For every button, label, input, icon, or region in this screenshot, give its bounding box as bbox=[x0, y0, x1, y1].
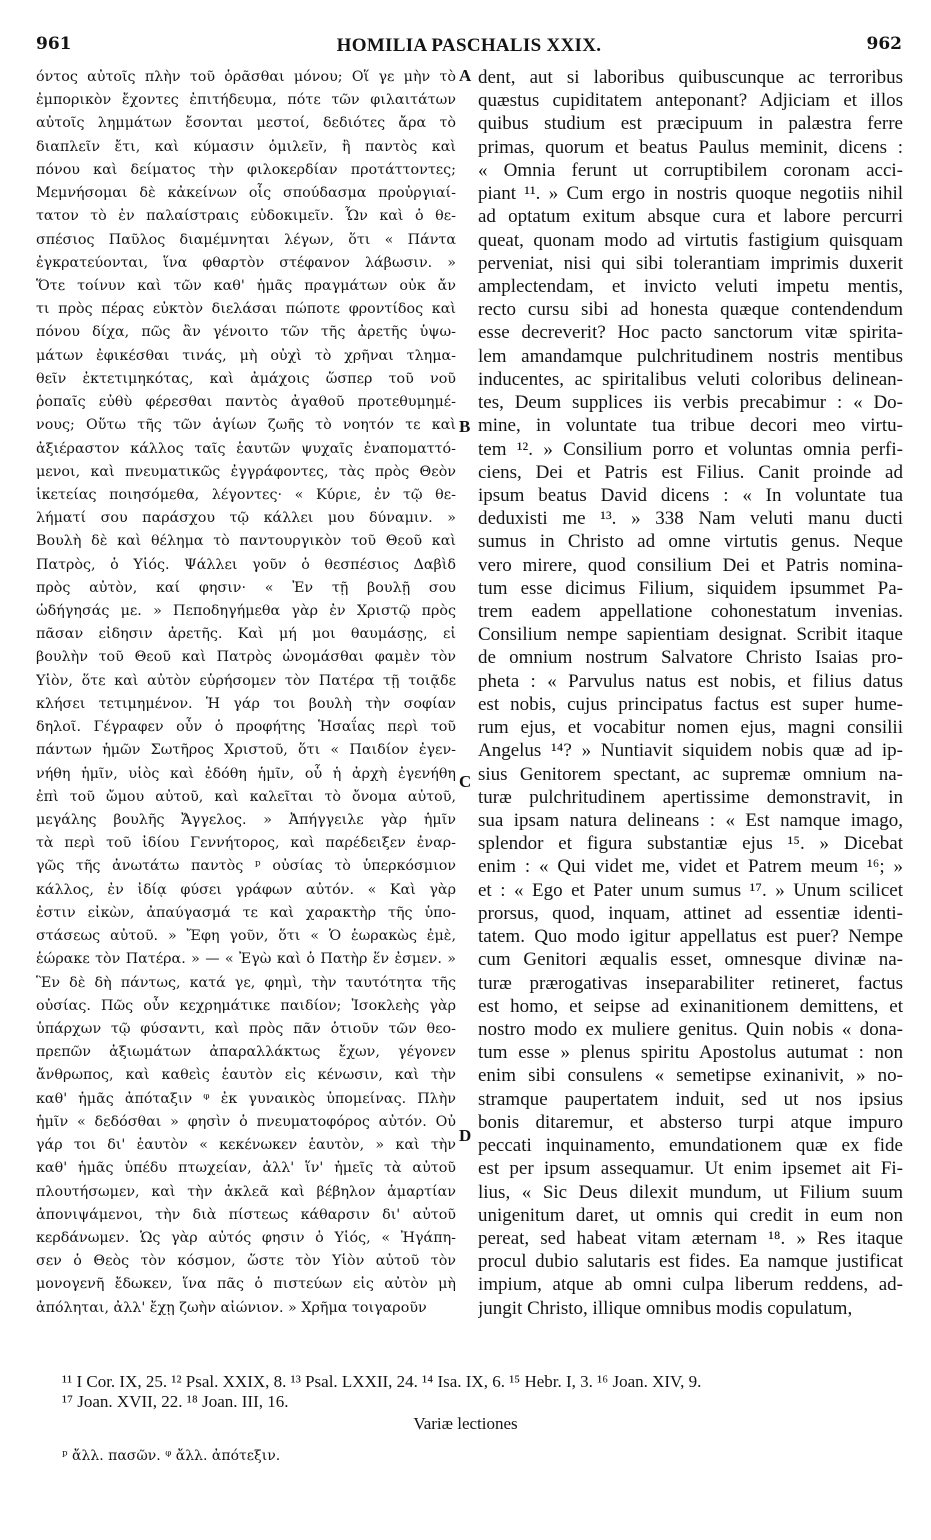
latin-text-line: de omnium nostrum Salvatore Christo Isaias pro- bbox=[478, 647, 903, 669]
margin-marker-a: A bbox=[459, 66, 472, 85]
latin-text-line: quibus studium est præcipuum in palæstra ferre bbox=[478, 113, 903, 135]
latin-text-line: pereat, sed habeat vitam æternam ¹⁸. » Res itaque bbox=[478, 1227, 903, 1249]
greek-text-line: σπέσιος Παῦλος διαμέμνηται λέγων, ὅτι « Πάντα bbox=[36, 231, 456, 248]
latin-text-line: lem amandamque pulchritudinem nostris mentibus bbox=[478, 345, 903, 367]
greek-text-line: τατον τὸ ἐν παλαίστραις εὐδοκιμεῖν. Ὧν καὶ ὁ θε- bbox=[36, 208, 456, 225]
latin-text-line: tes, Deum supplices iis verbis precabimur : « Do- bbox=[478, 392, 903, 414]
page-number-left: 961 bbox=[36, 34, 72, 54]
greek-text-line: ἡμῖν « δεδόσθαι » φησὶν ὁ πνευματοφόρος αὐτόν. Οὐ bbox=[36, 1113, 456, 1130]
latin-text-line: recto cursu sibi ad honesta quæque contendendum bbox=[478, 299, 903, 321]
latin-text-line: turæ pulchritudinem apertissime demonstravit, in bbox=[478, 786, 903, 808]
greek-text-line: πᾶσαν εἰδησιν ἀρετῆς. Καὶ μή μοι θαυμάσῃς, εἰ bbox=[36, 626, 456, 643]
page-number-right: 962 bbox=[866, 34, 902, 54]
latin-text-line: esse decreverit? Hoc pacto sanctorum vitæ spirita- bbox=[478, 322, 903, 344]
greek-text-line: ἐστιν εἰκὼν, ἀπαύγασμά τε καὶ χαρακτὴρ τῆς ὑπο- bbox=[36, 904, 456, 921]
greek-text-line: ἀξιέραστον κάλλος ταῖς ἑαυτῶν ψυχαῖς ἐναποματτό- bbox=[36, 440, 456, 457]
greek-text-line: ἑώρακε τὸν Πατέρα. » — « Ἐγὼ καὶ ὁ Πατὴρ ἕν ἐσμεν. » bbox=[36, 951, 456, 968]
latin-text-line: amplectendam, et invicto veluti impetu mentis, bbox=[478, 275, 903, 297]
latin-text-line: sumus in Christo ad omne virtutis genus. Neque bbox=[478, 531, 903, 553]
latin-text-line: nostro modo ex muliere genitus. Quin nobis « dona- bbox=[478, 1018, 903, 1040]
latin-text-line: rum ejus, et vocabitur nomen ejus, magni consilii bbox=[478, 717, 903, 739]
greek-text-line: κλήσει τετιμημένον. Ἡ γάρ τοι βουλὴ τὴν σοφίαν bbox=[36, 695, 456, 712]
latin-text-line: est per ipsum assequamur. Ut enim ipsemet ait Fi- bbox=[478, 1158, 903, 1180]
greek-text-line: Υἱὸν, ὅτε καὶ αὐτὸν εὑρήσομεν τὸν Πατέρα τῇ τοιᾷδε bbox=[36, 672, 456, 689]
greek-text-line: δηλοῖ. Γέγραφεν οὖν ὁ προφήτης Ἡσαΐας περὶ τοῦ bbox=[36, 719, 456, 736]
latin-text-line: tum esse » plenus spiritu Apostolus autumat : non bbox=[478, 1042, 903, 1064]
latin-text-line: piant ¹¹. » Cum ergo in nostris quoque negotiis nihil bbox=[478, 183, 903, 205]
latin-text-line: peccati inquinamento, emundationem quæ ex fide bbox=[478, 1135, 903, 1157]
latin-text-line: ad optatum exitum absque cura et labore percurri bbox=[478, 206, 903, 228]
latin-text-line: tem ¹². » Consilium porro et voluntas omnia perfi- bbox=[478, 438, 903, 460]
greek-text-line: όντος αὐτοῖς πλὴν τοῦ ὁρᾶσθαι μόνου; Οἵ γε μὴν τὸ bbox=[36, 69, 456, 85]
greek-text-line: σεν ὁ Θεὸς τὸν κόσμον, ὥστε τὸν Υἱὸν αὐτοῦ τὸν bbox=[36, 1253, 456, 1270]
variae-lectiones-heading: Variæ lectiones bbox=[413, 1414, 518, 1433]
footnote-line-1: ¹¹ I Cor. IX, 25. ¹² Psal. XXIX, 8. ¹³ Psal. LXXII, 24. ¹⁴ Isa. IX, 6. ¹⁵ Hebr. I, 3. ¹⁶ Joan. XIV, 9. bbox=[62, 1372, 702, 1391]
latin-text-line: stramque paupertatem induit, sed ut nos ipsius bbox=[478, 1088, 903, 1110]
latin-text-line: mine, in voluntate tua tribue decori meo virtu- bbox=[478, 415, 903, 437]
greek-text-line: πρὸς αὐτὸν, καί φησιν· « Ἐν τῇ βουλῇ σου bbox=[36, 579, 456, 596]
greek-text-line: οὐσίας. Πῶς οὖν κεχρημάτικε παιδίον; Ἰσοκλεὴς γὰρ bbox=[36, 997, 456, 1014]
variae-lectiones-notes: ᵖ ἄλλ. πασῶν. ᵠ ἄλλ. ἀπότεξιν. bbox=[62, 1448, 281, 1464]
latin-text-line: tatem. Quo modo igitur appellatus est puer? Nempe bbox=[478, 926, 903, 948]
latin-text-line: dent, aut si laboribus quibuscunque ac terroribus bbox=[478, 67, 903, 88]
greek-text-line: νους; Οὕτω τῆς τῶν ἁγίων ζωῆς τὸ νοητόν τε καὶ bbox=[36, 417, 456, 434]
latin-text-line: trem eadem appellatione cohonestatum invenias. bbox=[478, 601, 903, 623]
greek-text-line: αὐτοῖς λημμάτων ἔσονται μεστοί, δεδιότες ἄρα τὸ bbox=[36, 115, 456, 132]
latin-text-line: procul dubio salutaris est fides. Ea namque justificat bbox=[478, 1251, 903, 1273]
greek-text-line: ἐπὶ τοῦ ὤμου αὐτοῦ, καὶ καλεῖται τὸ ὄνομα αὐτοῦ, bbox=[36, 788, 456, 805]
greek-text-line: Ὅτε τοίνυν καὶ τῶν καθ' ἡμᾶς πραγμάτων οὐκ ἄν bbox=[36, 277, 456, 294]
footnote-line-2: ¹⁷ Joan. XVII, 22. ¹⁸ Joan. III, 16. bbox=[62, 1392, 289, 1411]
greek-text-line: πόνου δίχα, πῶς ἂν γένοιτο τῶν τῆς ἀρετῆς ὑψω- bbox=[36, 324, 456, 341]
greek-text-line: ῥοπαῖς εὐθὺ φέρεσθαι παντὸς ἀγαθοῦ προτεθυμημέ- bbox=[36, 394, 456, 411]
greek-text-line: πόνου καὶ δείματος τὴν φιλοκερδίαν προτάττοντες; bbox=[36, 161, 456, 178]
latin-text-line: cum Genitori æqualis esset, omnesque divinæ na- bbox=[478, 949, 903, 971]
greek-text-line: κερδάνωμεν. Ὡς γὰρ αὐτός φησιν ὁ Υἱός, « Ἠγάπη- bbox=[36, 1229, 456, 1246]
greek-text-line: καθ' ἡμᾶς ἀπόταξιν ᵠ ἐκ γυναικὸς ὑπομείνας. Πλὴν bbox=[36, 1090, 456, 1107]
margin-marker-b: B bbox=[459, 417, 471, 436]
latin-text-line: pheta : « Parvulus natus est nobis, et filius datus bbox=[478, 670, 903, 692]
latin-text-line: Consilium nempe sapientiam designat. Scribit itaque bbox=[478, 624, 903, 646]
greek-text-line: Ἓν δὲ δὴ πάντως, κατά γε, φημὶ, τὴν ταυτότητα τῆς bbox=[36, 974, 456, 991]
greek-text-line: πάντων ἡμῶν Σωτῆρος Χριστοῦ, ὅτι « Παιδίον ἐγεν- bbox=[36, 742, 456, 759]
greek-text-line: πλουτήσωμεν, καὶ τὴν ἀκλεᾶ καὶ βέβηλον ἁμαρτίαν bbox=[36, 1183, 456, 1200]
running-header bbox=[36, 34, 902, 58]
latin-text-line: deduxisti me ¹³. » 338 Nam veluti manu ducti bbox=[478, 508, 903, 530]
greek-text-line: τι πρὸς πέρας εὐκτὸν διελάσαι πώποτε φροντίδος καὶ bbox=[36, 301, 456, 318]
greek-text-line: ἄνθρωπος, καὶ καθεὶς ἑαυτὸν εἰς κένωσιν, καὶ τὴν bbox=[36, 1067, 456, 1084]
greek-text-line: νήθη ἡμῖν, υἱὸς καὶ ἐδόθη ἡμῖν, οὗ ἡ ἀρχὴ ἐγενήθη bbox=[36, 765, 456, 782]
greek-text-line: μάτων ἐφικέσθαι τινάς, μὴ οὐχὶ τὸ χρῆναι τλημα- bbox=[36, 347, 456, 364]
latin-text-line: enim : « Qui videt me, videt et Patrem meum ¹⁶; » bbox=[478, 856, 903, 878]
greek-text-line: ἀπονιψάμενοι, τὴν διὰ πίστεως κάθαρσιν δι' αὐτοῦ bbox=[36, 1206, 456, 1223]
latin-text-line: perveniat, nisi qui sibi tolerantiam imprimis duxerit bbox=[478, 252, 903, 274]
latin-text-line: lius, « Sic Deus dilexit mundum, ut Filium suum bbox=[478, 1181, 903, 1203]
running-title: HOMILIA PASCHALIS XXIX. bbox=[336, 35, 602, 56]
latin-text-line: impium, atque ab omni culpa liberum reddens, ad- bbox=[478, 1274, 903, 1296]
latin-text-line: ciens, Dei et Patris est Filius. Canit proinde ad bbox=[478, 461, 903, 483]
greek-text-line: γῶς τῆς ἀνωτάτω παντὸς ᵖ οὐσίας τὸ ὑπερκόσμιον bbox=[36, 858, 456, 875]
greek-text-line: θεῖν ἐκτετιμηκότας, καὶ ἀμάχοις ὥσπερ τοῦ νοῦ bbox=[36, 370, 456, 387]
greek-text-line: καθ' ἡμᾶς ὑπέδυ πτωχείαν, ἀλλ' ἵν' ἡμεῖς τὰ αὐτοῦ bbox=[36, 1160, 456, 1177]
latin-text-line: splendor et figura substantiæ ejus ¹⁵. » Dicebat bbox=[478, 833, 903, 855]
latin-text-line: ipsum beatus David dicens : « In voluntate tua bbox=[478, 484, 903, 506]
greek-text-line: ἐγκρατεύονται, ἵνα φθαρτὸν στέφανον λάβωσιν. » bbox=[36, 254, 456, 271]
margin-marker-c: C bbox=[459, 772, 472, 791]
greek-text-line: ἀπόληται, ἀλλ' ἔχῃ ζωὴν αἰώνιον. » Χρῆμα τοιγαροῦν bbox=[36, 1299, 427, 1316]
latin-text-line: prorsus, quod, inquam, attinet ad essentiæ identi- bbox=[478, 902, 903, 924]
greek-text-line: λήματί σου παράσχου τῷ κάλλει μου δύναμιν. » bbox=[36, 510, 456, 527]
greek-text-line: πρεπῶν ἀξιωμάτων ἀπαραλλάκτως ἔχων, γέγονεν bbox=[36, 1044, 456, 1061]
latin-text-line: primas, quorum et beatus Paulus meminit, dicens : bbox=[478, 136, 903, 158]
greek-text-line: μενοι, καὶ πνευματικῶς ἐγγράφοντες, τὰς πρὸς Θεὸν bbox=[36, 463, 456, 480]
greek-text-line: στάσεως αὐτοῦ. » Ἔφη γοῦν, ὅτι « Ὁ ἑωρακὼς ἐμὲ, bbox=[36, 928, 456, 945]
greek-text-line: Μεμνήσομαι δὲ κἀκείνων οἷς σπούδασμα προὐργιαί- bbox=[36, 185, 456, 202]
latin-text-line: bonis ditaremur, et absterso turpi atque impuro bbox=[478, 1111, 903, 1133]
latin-text-line: sius Genitorem spectant, ac supremæ omnium na- bbox=[478, 763, 903, 785]
greek-text-line: ἐμπορικὸν ἔχοντες ἐπιτήδευμα, πότε τῶν φιλαιτάτων bbox=[36, 92, 456, 109]
greek-text-line: βουλὴν τοῦ Θεοῦ καὶ Πατρὸς ὠνομάσθαι φαμὲν τὸν bbox=[36, 649, 456, 666]
latin-text-line: queat, quonam modo ad virtutis fastigium quisquam bbox=[478, 229, 903, 251]
latin-text-line: et : « Ego et Pater unum sumus ¹⁷. » Unum scilicet bbox=[478, 879, 903, 901]
greek-text-line: μεγάλης βουλῆς Ἄγγελος. » Ἀπήγγειλε γὰρ ἡμῖν bbox=[36, 812, 456, 828]
greek-text-line: κάλλος, ἐν ἰδίᾳ φύσει γράφων αὐτόν. « Καὶ γὰρ bbox=[36, 881, 456, 898]
latin-text-line: enim sibi consulens « semetipse exinanivit, » no- bbox=[478, 1065, 903, 1087]
greek-text-line: ἱκετείας ποιησόμεθα, λέγοντες· « Κύριε, ἐν τῷ θε- bbox=[36, 486, 456, 503]
greek-text-line: ὑπάρχων τῷ φύσαντι, καὶ πρὸς πᾶν ὁτιοῦν τῶν θεο- bbox=[36, 1020, 456, 1037]
latin-text-line: « Omnia ferunt ut corruptibilem coronam acci- bbox=[478, 159, 903, 181]
latin-text-line: tum esse dicimus Filium, siquidem ipsummet Pa- bbox=[478, 577, 903, 599]
latin-text-line: Angelus ¹⁴? » Nuntiavit siquidem nobis quæ ad ip- bbox=[478, 740, 903, 762]
latin-text-line: jungit Christo, illique omnibus modis copulatum, bbox=[478, 1297, 853, 1319]
greek-text-line: ὡδήγησάς με. » Πεποδηγήμεθα γὰρ ἐν Χριστῷ πρὸς bbox=[36, 603, 456, 620]
latin-text-line: unigenitum daret, ut omnis qui credit in eum non bbox=[478, 1204, 903, 1226]
margin-marker-d: D bbox=[459, 1126, 472, 1145]
greek-text-line: Βουλὴ δὲ καὶ θέλημα τὸ παντουργικὸν τοῦ Θεοῦ καὶ bbox=[36, 533, 456, 550]
greek-text-line: Πατρὸς, ὁ Υἱός. Ψάλλει γοῦν ὁ θεσπέσιος Δαβὶδ bbox=[36, 556, 456, 573]
latin-text-line: est homo, et seipse ad exinanitionem demittens, et bbox=[478, 995, 903, 1017]
latin-text-line: vero mirere, quod consilium Dei et Patris nomina- bbox=[478, 554, 903, 576]
latin-column bbox=[478, 66, 903, 1320]
greek-column bbox=[36, 66, 456, 1320]
greek-text-line: γάρ τοι δι' ἑαυτὸν « κεκένωκεν ἑαυτὸν, » καὶ τὴν bbox=[36, 1137, 456, 1154]
greek-text-line: τὰ περὶ τοῦ ἰδίου Γεννήτορος, καὶ παρέδειξεν ἐναρ- bbox=[36, 835, 456, 852]
latin-text-line: sua ipsam natura delineans : « Est namque imago, bbox=[478, 810, 903, 831]
latin-text-line: est nobis, cujus principatus factus est super hume- bbox=[478, 693, 903, 715]
latin-text-line: inducentes, ac spiritalibus veluti coloribus delinean- bbox=[478, 368, 903, 390]
greek-text-line: μονογενῆ ἔδωκεν, ἵνα πᾶς ὁ πιστεύων εἰς αὐτὸν μὴ bbox=[36, 1276, 456, 1293]
latin-text-line: turæ prærogativas inseparabiliter retineret, factus bbox=[478, 972, 903, 994]
greek-text-line: διαπλεῖν ἔτι, καὶ κύμασιν ὁμιλεῖν, ἢ παντὸς καὶ bbox=[36, 138, 456, 155]
latin-text-line: quæstus cupiditatem anteponant? Adjiciam et illos bbox=[478, 90, 903, 112]
